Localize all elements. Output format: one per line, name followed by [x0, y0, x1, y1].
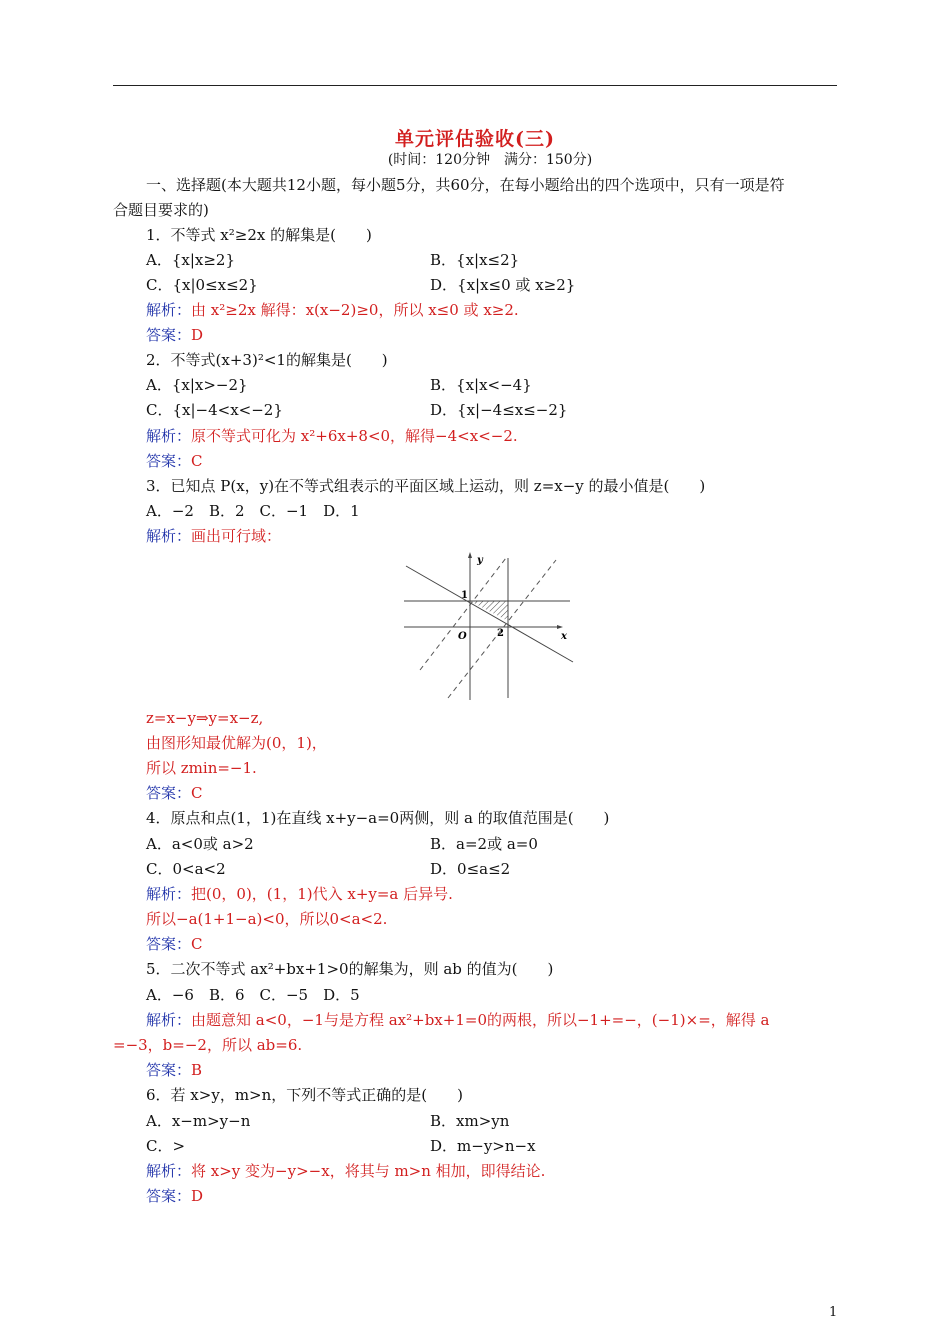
solution-text: 画出可行域：	[191, 527, 282, 545]
answer-value: C	[191, 784, 203, 802]
q5-stem: 5．二次不等式 ax²+bx+1>0的解集为，则 ab 的值为( )	[146, 960, 554, 978]
solution-label: 解析：	[146, 1011, 192, 1029]
q4-stem: 4．原点和点(1，1)在直线 x+y−a=0两侧，则 a 的取值范围是( )	[146, 809, 610, 827]
q6-solution	[146, 1161, 545, 1181]
q2-option-d: D．{x|−4≤x≤−2}	[430, 401, 568, 419]
answer-value: B	[191, 1061, 203, 1079]
q5-answer	[146, 1060, 202, 1080]
q4-option-d: D．0≤a≤2	[430, 860, 511, 878]
page-title: 单元评估验收(三)	[395, 128, 555, 150]
x-axis-label: x	[561, 631, 567, 642]
q2-option-c: C．{x|−4<x<−2}	[146, 401, 283, 419]
q5-options: A．−6 B．6 C．−5 D．5	[146, 986, 360, 1004]
solution-text: 由题意知 a<0，−1与是方程 ax²+bx+1=0的两根，所以−1+=−，(−1)×=，解得 a	[191, 1011, 770, 1029]
section-intro: 一、选择题(本大题共12小题，每小题5分，共60分，在每小题给出的四个选项中，只有一项是符	[146, 176, 785, 194]
q3-stem: 3．已知点 P(x，y)在不等式组表示的平面区域上运动，则 z=x−y 的最小值是( )	[146, 477, 706, 495]
q3-solution	[146, 526, 281, 546]
section-intro-cont: 合题目要求的)	[113, 201, 209, 219]
q2-option-b: B．{x|x<−4}	[430, 376, 532, 394]
q1-solution	[146, 300, 519, 320]
feasible-region-graph	[400, 548, 575, 700]
q3-step-3: 所以 zmin=−1.	[146, 759, 257, 777]
solution-text: 把(0，0)，(1，1)代入 x+y=a 后异号.	[191, 885, 453, 903]
q4-answer	[146, 934, 203, 954]
y-axis-label: y	[477, 555, 483, 566]
q6-option-b: B．xm>yn	[430, 1112, 510, 1130]
solution-text: 将 x>y 变为−y>−x，将其与 m>n 相加，即得结论.	[191, 1162, 546, 1180]
header-rule	[113, 85, 837, 86]
answer-label: 答案：	[146, 784, 192, 802]
q6-option-d: D．m−y>n−x	[430, 1137, 536, 1155]
q6-answer	[146, 1186, 203, 1206]
solution-text: 原不等式可化为 x²+6x+8<0，解得−4<x<−2.	[191, 427, 518, 445]
solution-label: 解析：	[146, 527, 192, 545]
q4-option-b: B．a=2或 a=0	[430, 835, 538, 853]
answer-value: C	[191, 935, 203, 953]
tick-label-2: 2	[497, 628, 504, 639]
q5-solution	[146, 1010, 769, 1030]
q5-solution-cont: =−3，b=−2，所以 ab=6.	[113, 1036, 303, 1054]
q6-option-a: A．x−m>y−n	[146, 1112, 251, 1130]
q3-options: A．−2 B．2 C．−1 D．1	[146, 502, 360, 520]
y-axis-arrow-icon	[468, 552, 472, 558]
q3-step-2: 由图形知最优解为(0，1)，	[146, 734, 327, 752]
q2-stem: 2．不等式(x+3)²<1的解集是( )	[146, 351, 388, 369]
q4-option-c: C．0<a<2	[146, 860, 226, 878]
answer-value: D	[191, 326, 204, 344]
q1-stem: 1．不等式 x²≥2x 的解集是( )	[146, 226, 372, 244]
q2-answer	[146, 451, 203, 471]
q4-solution-cont: 所以−a(1+1−a)<0，所以0<a<2.	[146, 910, 388, 928]
q1-option-b: B．{x|x≤2}	[430, 251, 520, 269]
answer-value: D	[191, 1187, 204, 1205]
q4-solution	[146, 884, 453, 904]
answer-label: 答案：	[146, 935, 192, 953]
q4-option-a: A．a<0或 a>2	[146, 835, 254, 853]
origin-label: O	[458, 631, 467, 642]
q1-answer	[146, 325, 203, 345]
q6-option-c: C．>	[146, 1137, 186, 1155]
answer-label: 答案：	[146, 1187, 192, 1205]
solution-label: 解析：	[146, 427, 192, 445]
q1-option-c: C．{x|0≤x≤2}	[146, 276, 258, 294]
q1-option-a: A．{x|x≥2}	[146, 251, 236, 269]
tick-label-1: 1	[461, 590, 468, 601]
solution-text: 由 x²≥2x 解得：x(x−2)≥0，所以 x≤0 或 x≥2.	[191, 301, 519, 319]
answer-value: C	[191, 452, 203, 470]
q3-answer	[146, 783, 203, 803]
answer-label: 答案：	[146, 326, 192, 344]
solution-label: 解析：	[146, 885, 192, 903]
page-subtitle: (时间：120分钟 满分：150分)	[387, 152, 593, 168]
answer-label: 答案：	[146, 452, 192, 470]
q1-option-d: D．{x|x≤0 或 x≥2}	[430, 276, 576, 294]
q3-step-1: z=x−y⇒y=x−z,	[146, 709, 264, 727]
q2-solution	[146, 426, 518, 446]
x-axis-arrow-icon	[557, 625, 563, 629]
objective-line-1	[420, 558, 506, 670]
boundary-line	[406, 566, 573, 662]
page-number: 1	[829, 1305, 838, 1320]
solution-label: 解析：	[146, 301, 192, 319]
q6-stem: 6．若 x>y，m>n，下列不等式正确的是( )	[146, 1086, 463, 1104]
feasible-region	[470, 601, 508, 621]
solution-label: 解析：	[146, 1162, 192, 1180]
q2-option-a: A．{x|x>−2}	[146, 376, 248, 394]
answer-label: 答案：	[146, 1061, 192, 1079]
